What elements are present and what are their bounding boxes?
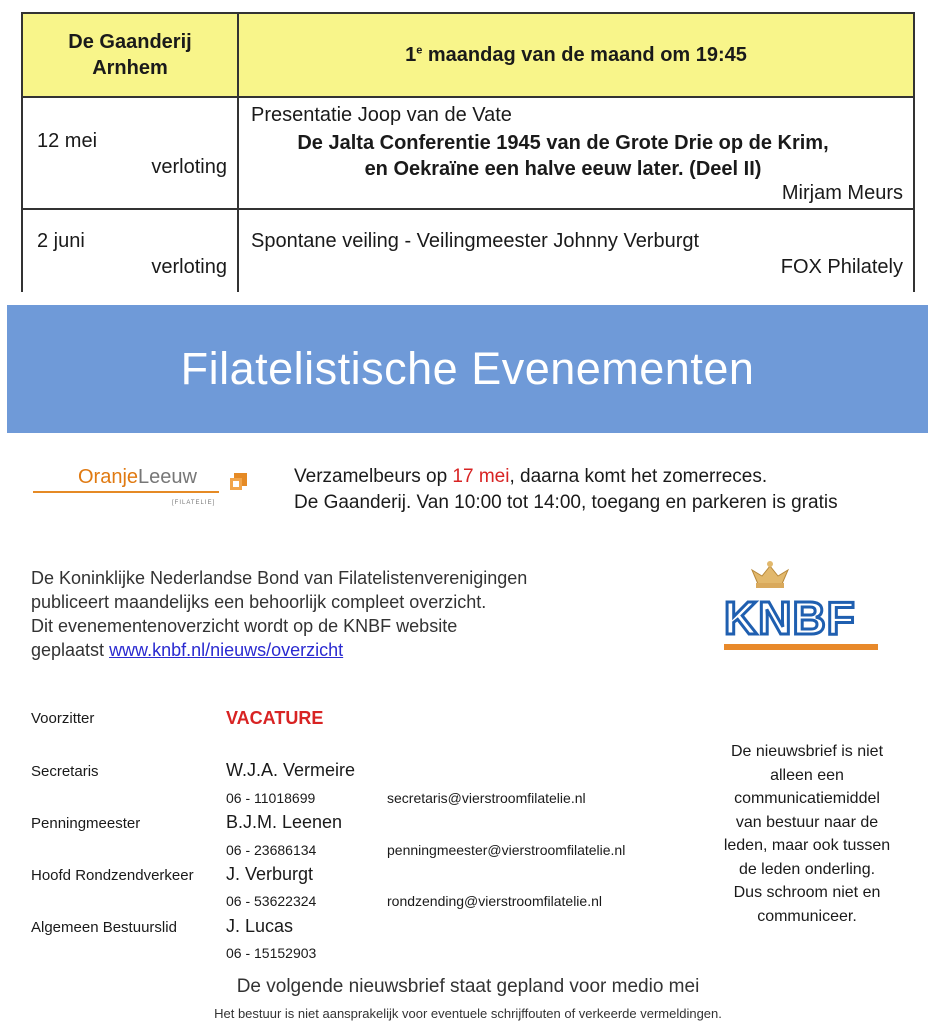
treasurer-name: B.J.M. Leenen	[226, 812, 343, 832]
next-newsletter-text: De volgende nieuwsbrief staat gepland voor medio mei	[236, 976, 700, 997]
lottery-label: verloting	[151, 156, 227, 178]
disclaimer-text: Het bestuur is niet aansprakelijk voor eventuele schrijffouten of verkeerde vermeldingen.	[214, 1006, 722, 1021]
event-speaker: Mirjam Meurs	[781, 182, 903, 204]
schedule-table	[21, 12, 915, 292]
events-banner	[7, 305, 928, 433]
banner-title: Filatelistische Evenementen	[180, 343, 755, 394]
treasurer-label: Penningmeester	[31, 815, 141, 832]
table-row	[23, 210, 913, 292]
event-title: De Jalta Conferentie 1945 van de Grote Drie op de Krim, en Oekraïne een halve eeuw later. (Deel II)	[297, 132, 829, 180]
crown-icon	[752, 561, 788, 588]
table-row	[23, 98, 913, 210]
treasurer-email[interactable]: penningmeester@vierstroomfilatelie.nl	[387, 842, 626, 858]
collectors-fair-text: Verzamelbeurs op 17 mei, daarna komt het zomerreces. De Gaanderij. Van 10:00 tot 14:00, toegang en parkeren is gratis	[294, 466, 838, 513]
circulation-label: Hoofd Rondzendverkeer	[31, 867, 194, 884]
secretary-email[interactable]: secretaris@vierstroomfilatelie.nl	[387, 790, 586, 806]
oranje-leeuw-logo: OranjeLeeuw	[78, 466, 197, 488]
venue-cell	[23, 14, 239, 96]
general-member-label: Algemeen Bestuurslid	[31, 919, 177, 936]
event-intro: Presentatie Joop van de Vate	[251, 104, 512, 126]
meeting-time: 1e maandag van de maand om 19:45	[405, 43, 747, 66]
logo-underline	[33, 491, 219, 493]
general-member-phone: 06 - 15152903	[226, 945, 317, 961]
schedule-header-row	[23, 14, 913, 98]
general-member-name: J. Lucas	[226, 916, 294, 936]
venue-label: De Gaanderij Arnhem	[68, 31, 192, 79]
event-speaker: FOX Philately	[780, 256, 903, 278]
circulation-phone: 06 - 53622324	[226, 893, 317, 909]
chair-vacancy: VACATURE	[226, 708, 324, 728]
knbf-logo	[722, 554, 882, 656]
knbf-overview-link[interactable]: www.knbf.nl/nieuws/overzicht	[109, 640, 344, 660]
logo-subtitle: [FILATELIE]	[172, 500, 216, 506]
event-date: 12 mei	[37, 130, 98, 152]
lottery-label: verloting	[151, 256, 227, 278]
chair-label: Voorzitter	[31, 710, 95, 727]
secretary-phone: 06 - 11018699	[226, 790, 316, 806]
lion-stamp-icon	[228, 470, 250, 492]
meeting-time-cell	[239, 14, 913, 96]
knbf-description: De Koninklijke Nederlandse Bond van Filatelistenverenigingen publiceert maandelijks een behoorlijk compleet overzicht. Dit evenementenoverzicht wordt op de KNBF website geplaatst www.knbf.nl/nieuws/overzicht	[31, 568, 528, 660]
circulation-email[interactable]: rondzending@vierstroomfilatelie.nl	[387, 893, 602, 909]
treasurer-phone: 06 - 23686134	[226, 842, 317, 858]
event-intro: Spontane veiling - Veilingmeester Johnny Verburgt	[251, 230, 700, 252]
secretary-label: Secretaris	[31, 763, 99, 780]
event-date: 2 juni	[37, 230, 85, 252]
circulation-name: J. Verburgt	[226, 864, 314, 884]
newsletter-note: De nieuwsbrief is niet alleen een communicatiemiddel van bestuur naar de leden, maar ook tussen de leden onderling. Dus schroom niet en communiceer.	[723, 743, 891, 925]
knbf-logo-text: KNBF	[724, 592, 856, 644]
secretary-name: W.J.A. Vermeire	[226, 760, 356, 780]
